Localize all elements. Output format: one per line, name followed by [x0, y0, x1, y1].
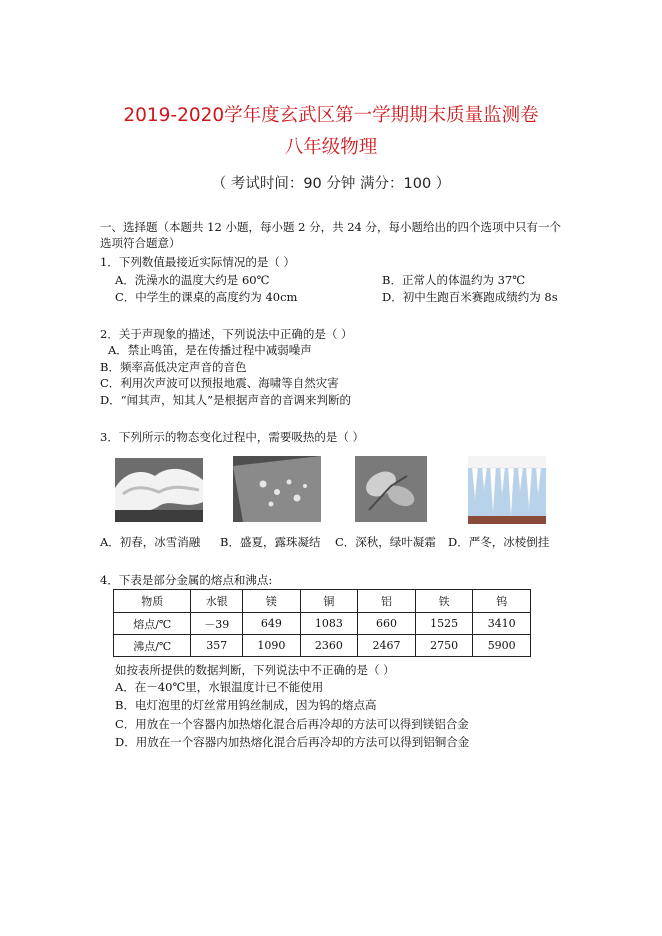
- table-cell: 5900: [473, 635, 531, 657]
- question-4-follow-up: 如按表所提供的数据判断，下列说法中不正确的是（ ）: [115, 663, 395, 677]
- question-3-option-b: B．盛夏，露珠凝结: [220, 535, 321, 549]
- section-heading-line1: 一、选择题（本题共 12 小题，每小题 2 分，共 24 分，每小题给出的四个选项中只有一个: [100, 220, 562, 234]
- question-1-option-c: C．中学生的课桌的高度约为 40cm: [115, 290, 298, 304]
- table-cell: 2360: [300, 635, 358, 657]
- table-cell: 1525: [415, 613, 473, 635]
- table-cell: 3410: [473, 613, 531, 635]
- table-cell: 熔点/℃: [114, 613, 191, 635]
- question-2-option-b: B．频率高低决定声音的音色: [100, 360, 247, 374]
- question-4-stem: 4．下表是部分金属的熔点和沸点:: [100, 573, 273, 587]
- table-row: [114, 635, 531, 657]
- question-2-option-d: D．“闻其声，知其人”是根据声音的音调来判断的: [100, 393, 351, 407]
- question-4-option-c: C．用放在一个容器内加热熔化混合后再冷却的方法可以得到镁铝合金: [115, 717, 469, 731]
- question-3-option-d: D．严冬，冰棱倒挂: [448, 535, 550, 549]
- question-1-option-a: A．洗澡水的温度大约是 60℃: [115, 273, 270, 287]
- table-cell: 1083: [300, 613, 358, 635]
- table-header-row: [114, 590, 531, 613]
- table-cell: 660: [358, 613, 416, 635]
- table-header-cell: 铁: [415, 590, 473, 613]
- table-header-cell: 镁: [243, 590, 301, 613]
- question-3-option-c: C．深秋，绿叶凝霜: [335, 535, 436, 549]
- question-3-stem: 3．下列所示的物态变化过程中，需要吸热的是（ ）: [100, 430, 364, 444]
- table-cell: 沸点/℃: [114, 635, 191, 657]
- question-1-option-b: B．正常人的体温约为 37℃: [382, 273, 526, 287]
- table-cell: 1090: [243, 635, 301, 657]
- question-4-option-d: D．用放在一个容器内加热熔化混合后再冷却的方法可以得到铝铜合金: [115, 735, 470, 749]
- question-1-option-d: D．初中生跑百米赛跑成绩约为 8s: [382, 290, 558, 304]
- question-4-option-b: B．电灯泡里的灯丝常用钨丝制成，因为钨的熔点高: [115, 698, 377, 712]
- question-2-option-a: A．禁止鸣笛，是在传播过程中减弱噪声: [108, 343, 312, 357]
- metals-table: [113, 589, 531, 657]
- table-header-cell: 钨: [473, 590, 531, 613]
- table-cell: 2467: [358, 635, 416, 657]
- table-header-cell: 铜: [300, 590, 358, 613]
- table-header-cell: 物质: [114, 590, 191, 613]
- table-cell: －39: [191, 613, 243, 635]
- exam-info: （ 考试时间：90 分钟 满分：100 ）: [211, 176, 451, 192]
- section-heading-line2: 选项符合题意）: [100, 236, 181, 250]
- photo-dew-drops: [233, 456, 321, 522]
- question-4-option-a: A．在－40℃里，水银温度计已不能使用: [115, 680, 324, 694]
- table-cell: 2750: [415, 635, 473, 657]
- photo-melting-snow: [115, 458, 203, 522]
- table-cell: 649: [243, 613, 301, 635]
- question-1-stem: 1．下列数值最接近实际情况的是（ ）: [100, 255, 295, 269]
- question-3-option-a: A．初春，冰雪消融: [100, 535, 201, 549]
- table-header-cell: 铝: [358, 590, 416, 613]
- page-subtitle: 八年级物理: [284, 137, 378, 158]
- photo-frost-leaves: [355, 456, 427, 522]
- table-row: [114, 613, 531, 635]
- question-2-option-c: C．利用次声波可以预报地震、海啸等自然灾害: [100, 376, 339, 390]
- photo-icicles: [468, 456, 546, 524]
- table-cell: 357: [191, 635, 243, 657]
- table-header-cell: 水银: [191, 590, 243, 613]
- page-title: 2019-2020学年度玄武区第一学期期末质量监测卷: [123, 105, 539, 126]
- question-2-stem: 2．关于声现象的描述，下列说法中正确的是（ ）: [100, 327, 353, 341]
